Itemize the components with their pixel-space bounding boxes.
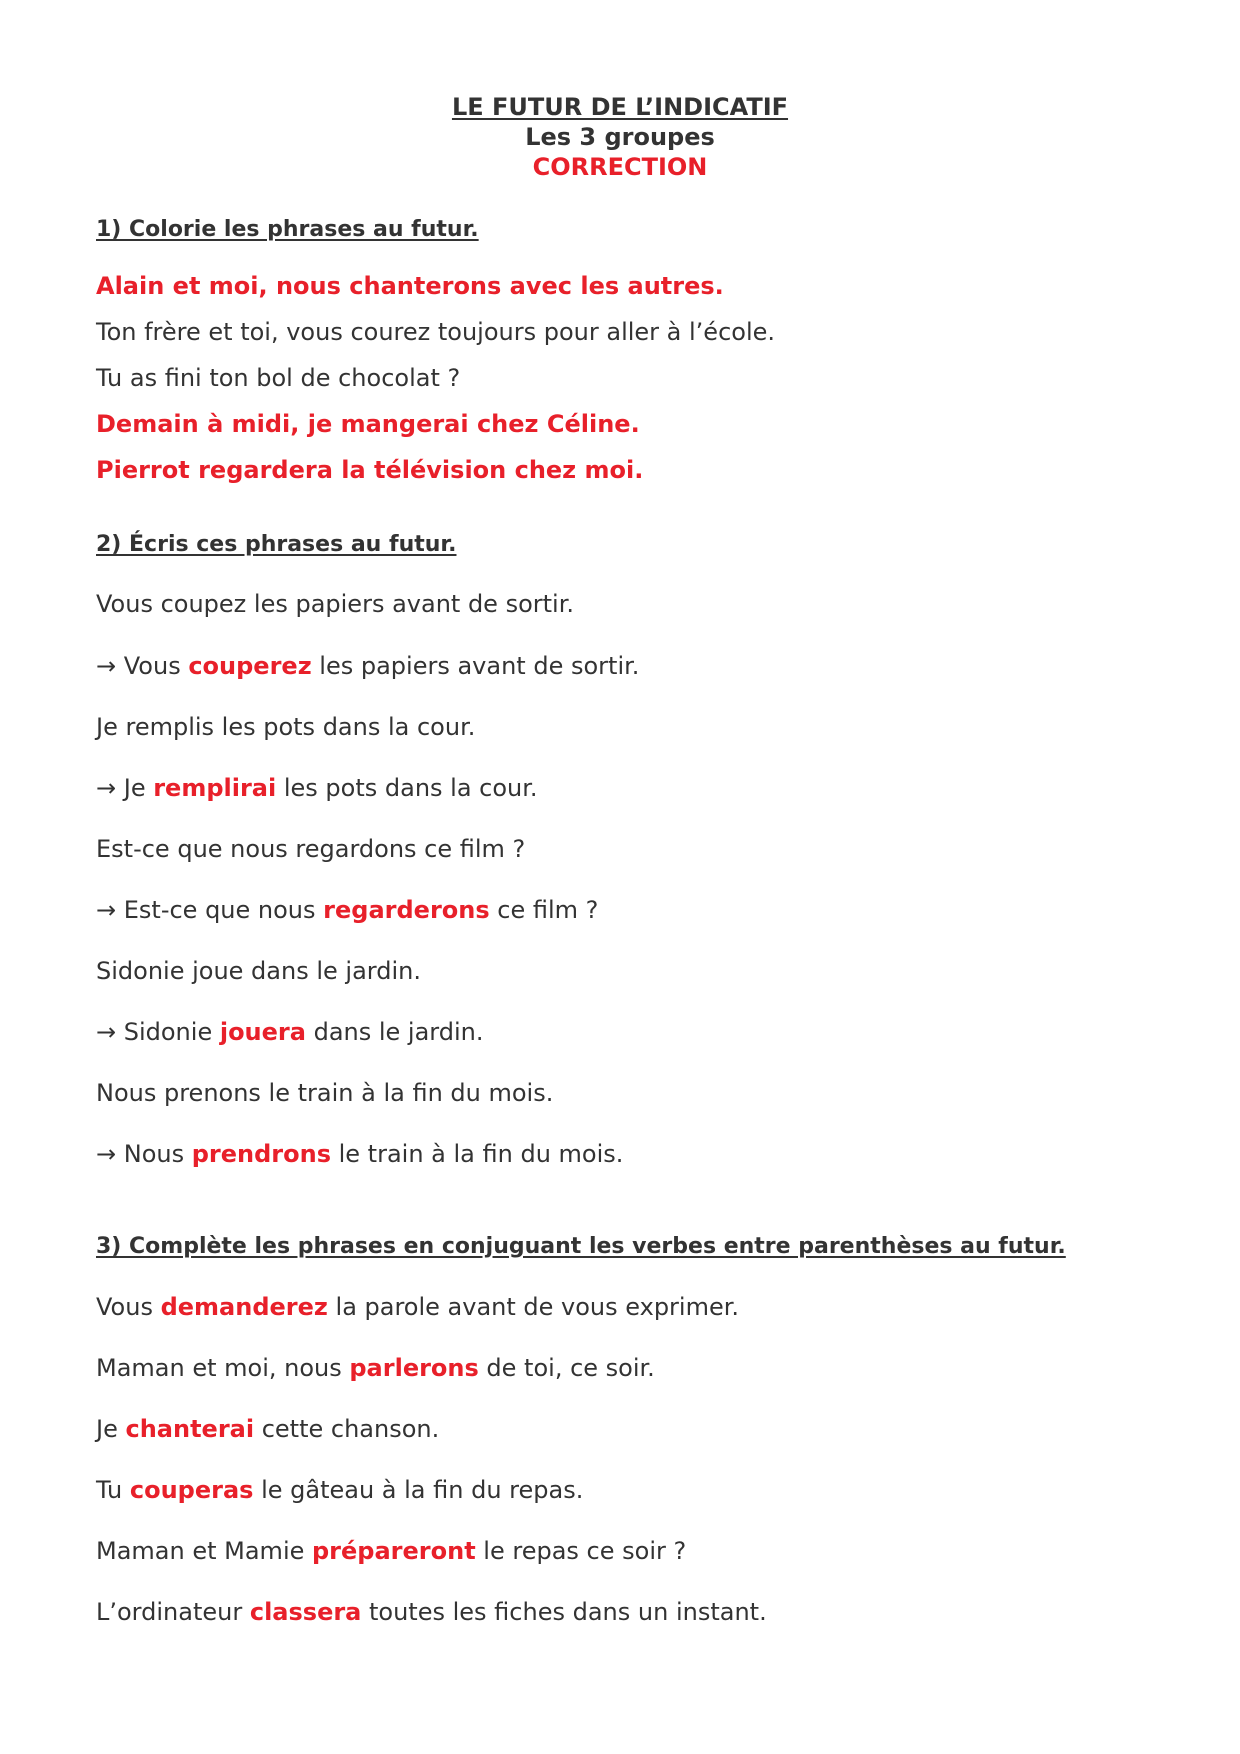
section-2-answer <box>96 1016 484 1048</box>
section-3-sentence <box>96 1535 686 1567</box>
section-1-title: 1) Colorie les phrases au futur. <box>96 217 479 242</box>
sentence-suffix: cette chanson. <box>254 1415 440 1443</box>
answer-verb: couperez <box>188 652 312 680</box>
section-3-sentence <box>96 1596 767 1628</box>
section-2-answer <box>96 894 598 926</box>
answer-suffix: le train à la fin du mois. <box>330 1140 624 1168</box>
answer-verb: regarderons <box>323 896 490 924</box>
sentence-prefix: Vous <box>96 1293 161 1321</box>
correction-label: CORRECTION <box>532 153 708 181</box>
section-1-sentence: Demain à midi, je mangerai chez Céline. <box>96 410 640 438</box>
section-1-sentence: Alain et moi, nous chanterons avec les autres. <box>96 272 724 300</box>
sentence-suffix: la parole avant de vous exprimer. <box>327 1293 740 1321</box>
answer-verb: prendrons <box>191 1140 331 1168</box>
section-2-original: Est-ce que nous regardons ce film ? <box>96 835 526 863</box>
section-2-title: 2) Écris ces phrases au futur. <box>96 532 457 557</box>
sentence-verb: chanterai <box>125 1415 255 1443</box>
section-3-sentence <box>96 1474 583 1506</box>
section-1-sentence: Tu as fini ton bol de chocolat ? <box>96 364 461 392</box>
section-3-title: 3) Complète les phrases en conjuguant les verbes entre parenthèses au futur. <box>96 1234 1066 1259</box>
section-2-original: Je remplis les pots dans la cour. <box>96 713 476 741</box>
section-3-sentence <box>96 1413 439 1445</box>
sentence-suffix: de toi, ce soir. <box>478 1354 655 1382</box>
section-3-sentence <box>96 1352 655 1384</box>
sentence-prefix: Tu <box>96 1476 130 1504</box>
sentence-suffix: toutes les fiches dans un instant. <box>361 1598 767 1626</box>
sentence-verb: classera <box>249 1598 362 1626</box>
sentence-suffix: le repas ce soir ? <box>475 1537 687 1565</box>
sentence-suffix: le gâteau à la fin du repas. <box>253 1476 584 1504</box>
answer-suffix: ce film ? <box>489 896 599 924</box>
section-3-sentence <box>96 1291 739 1323</box>
sentence-verb: couperas <box>129 1476 254 1504</box>
section-2-original: Vous coupez les papiers avant de sortir. <box>96 590 574 618</box>
page-subtitle: Les 3 groupes <box>525 123 715 151</box>
section-2-answer <box>96 772 538 804</box>
sentence-verb: demanderez <box>160 1293 328 1321</box>
sentence-prefix: Je <box>96 1415 126 1443</box>
header <box>0 92 1240 182</box>
section-2-original: Sidonie joue dans le jardin. <box>96 957 421 985</box>
sentence-verb: prépareront <box>312 1537 476 1565</box>
sentence-prefix: Maman et moi, nous <box>96 1354 350 1382</box>
answer-verb: remplirai <box>153 774 277 802</box>
answer-suffix: dans le jardin. <box>305 1018 484 1046</box>
sentence-verb: parlerons <box>349 1354 479 1382</box>
answer-prefix: → Sidonie <box>96 1018 220 1046</box>
answer-prefix: → Est-ce que nous <box>96 896 324 924</box>
answer-suffix: les pots dans la cour. <box>276 774 538 802</box>
section-2-answer <box>96 1138 623 1170</box>
sentence-prefix: L’ordinateur <box>96 1598 250 1626</box>
section-1-sentence: Ton frère et toi, vous courez toujours pour aller à l’école. <box>96 318 776 346</box>
answer-suffix: les papiers avant de sortir. <box>311 652 640 680</box>
answer-verb: jouera <box>219 1018 306 1046</box>
sentence-prefix: Maman et Mamie <box>96 1537 312 1565</box>
section-1-sentence: Pierrot regardera la télévision chez moi. <box>96 456 644 484</box>
page-title: LE FUTUR DE L’INDICATIF <box>451 93 789 121</box>
section-2-answer <box>96 650 639 682</box>
section-2-original: Nous prenons le train à la fin du mois. <box>96 1079 554 1107</box>
answer-prefix: → Nous <box>96 1140 192 1168</box>
answer-prefix: → Vous <box>96 652 189 680</box>
answer-prefix: → Je <box>96 774 154 802</box>
